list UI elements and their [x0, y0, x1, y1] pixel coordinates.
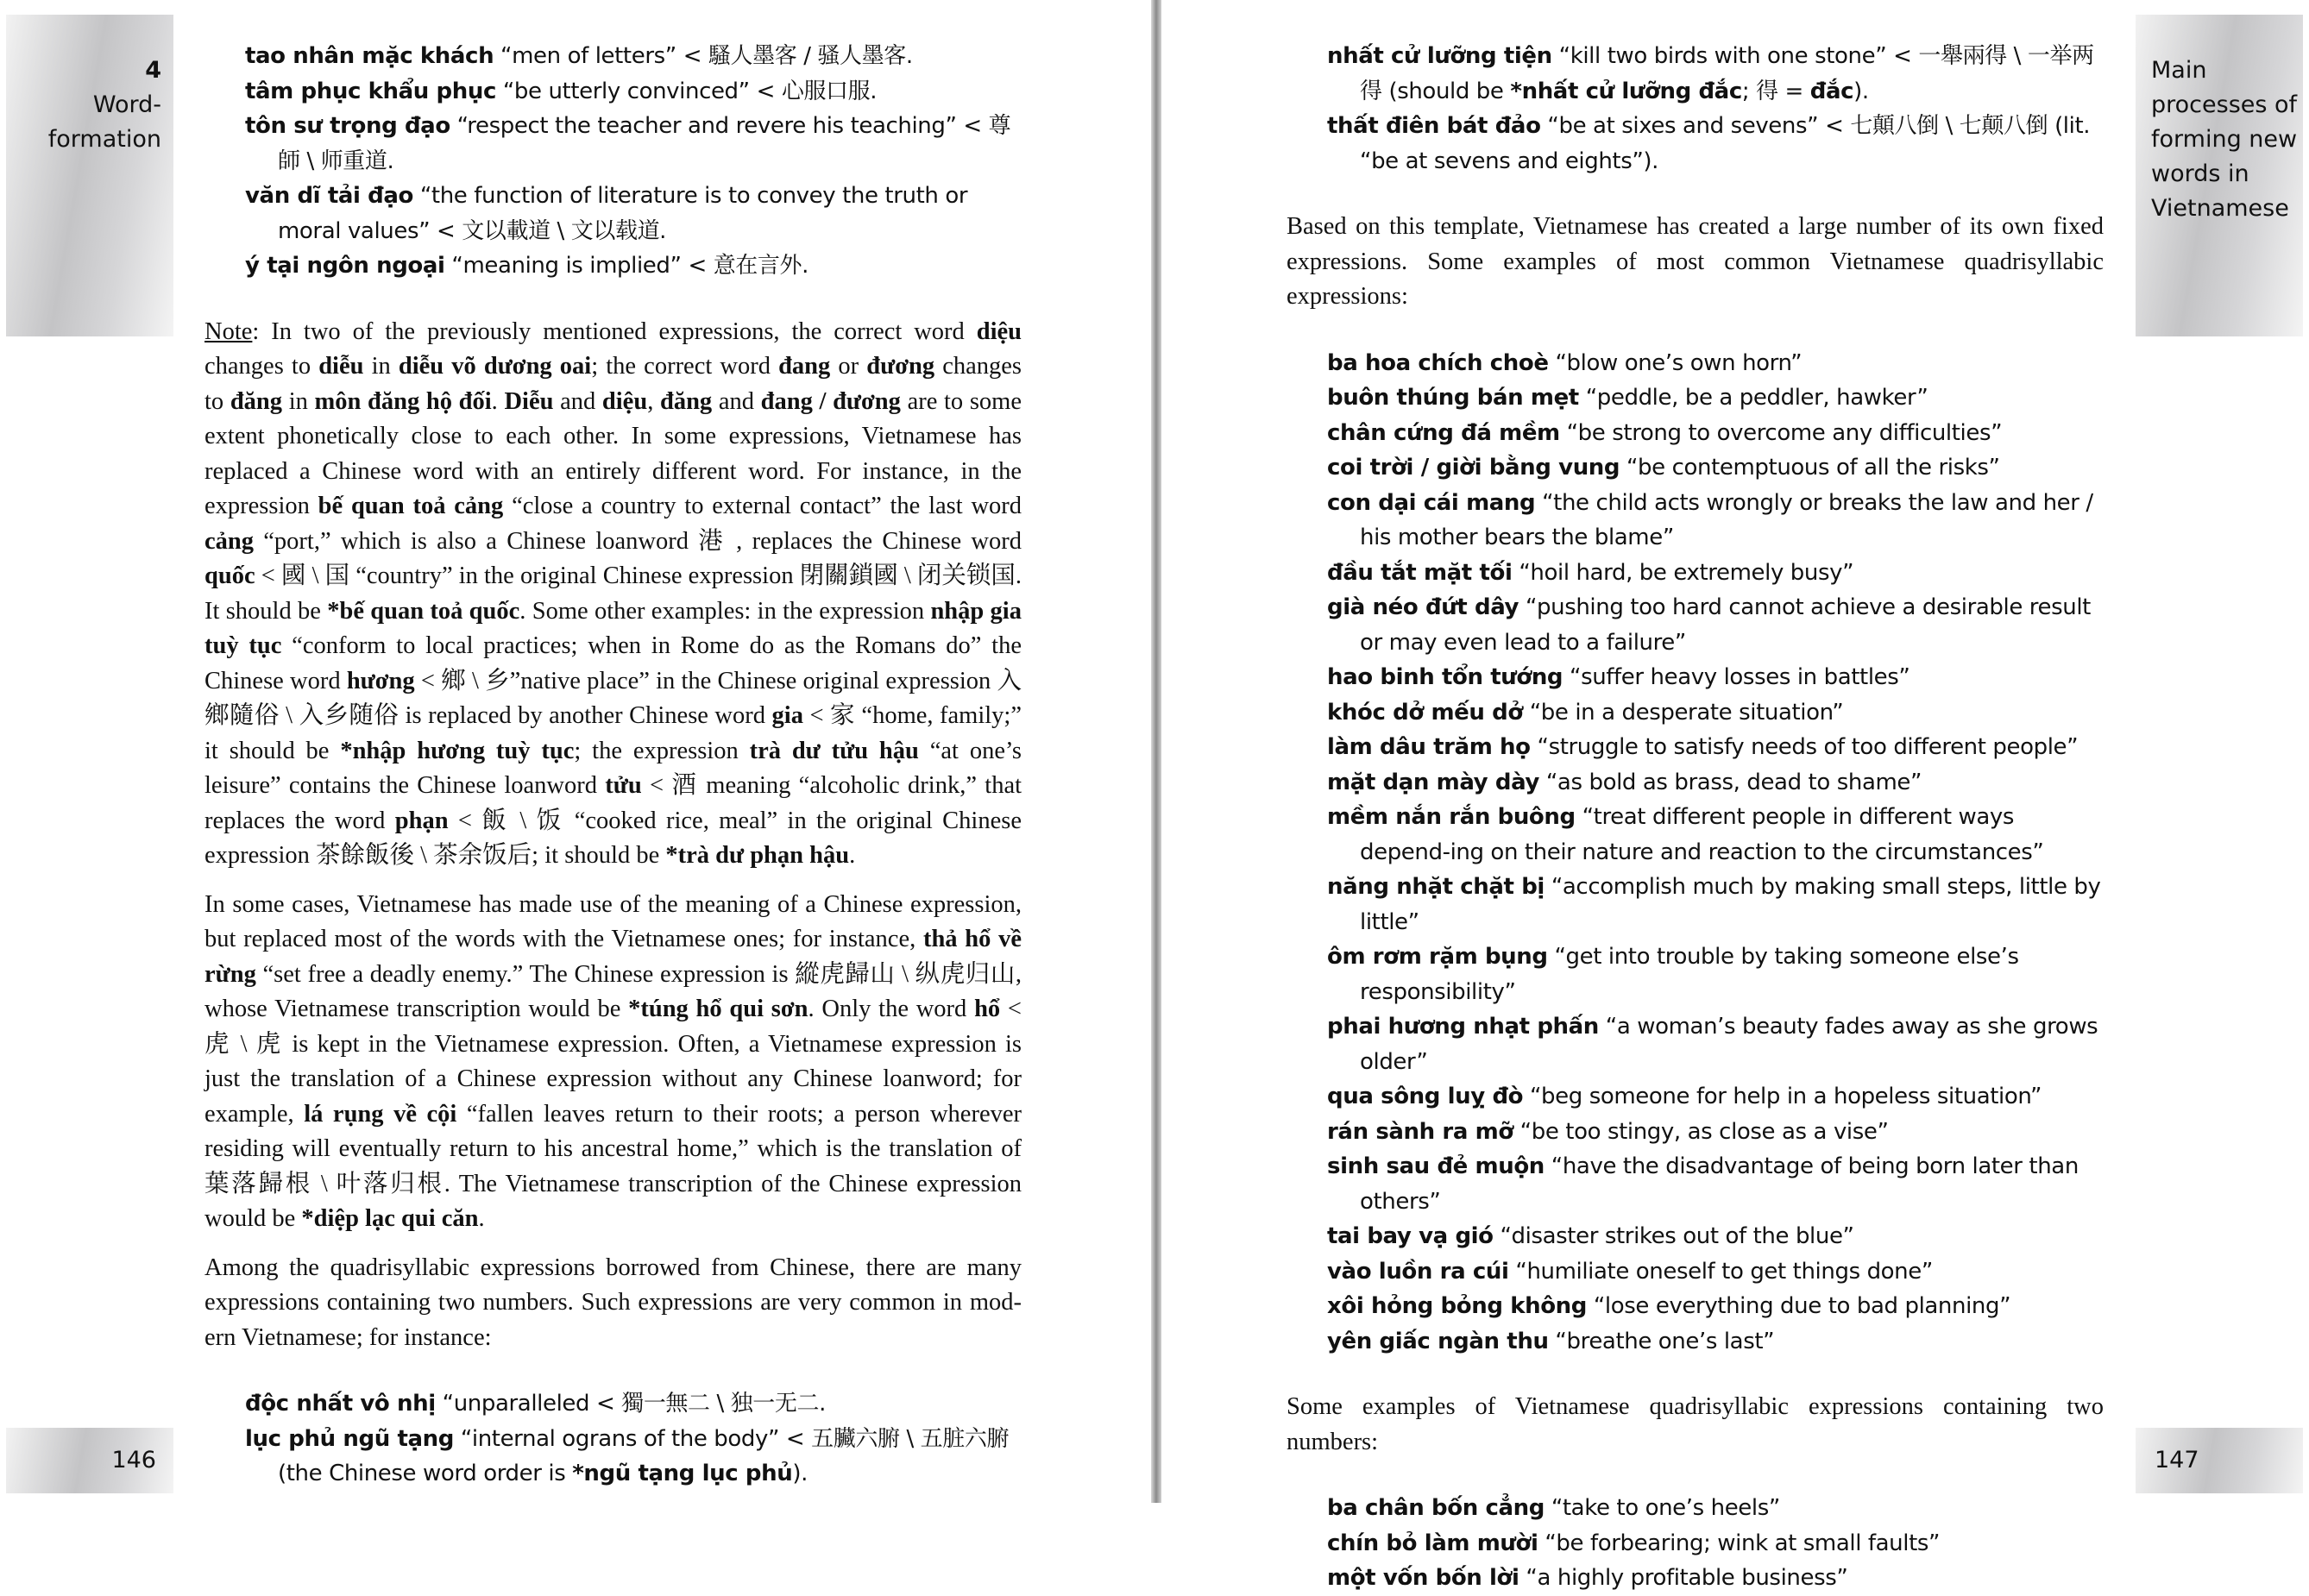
vietnamese-term: coi trời / giời bằng vung	[1327, 455, 1620, 481]
text-run: “suffer heavy losses in battles”	[1563, 664, 1910, 690]
vietnamese-term: thả hổ về rừng	[204, 926, 1022, 988]
body-paragraph	[204, 888, 1022, 1237]
page-number: 147	[2155, 1447, 2199, 1473]
vietnamese-term: vào luồn ra cúi	[1327, 1258, 1509, 1285]
vietnamese-term: lá rụng về cội	[304, 1100, 457, 1128]
vietnamese-term: văn dĩ tải đạo	[245, 183, 413, 209]
text-run: .	[849, 842, 856, 869]
vietnamese-term: hổ	[974, 996, 1001, 1022]
vietnamese-term: đang / đương	[760, 387, 901, 415]
page-gutter-divider	[1151, 0, 1161, 1503]
vietnamese-term: *ngũ tạng lục phủ	[572, 1461, 793, 1486]
vietnamese-term: năng nhặt chặt bị	[1327, 874, 1545, 900]
expression-entry	[1327, 730, 2104, 765]
vietnamese-term: cảng	[204, 527, 254, 555]
text-run: ).	[792, 1461, 808, 1486]
vietnamese-term: *bế quan toả quốc	[327, 597, 520, 625]
vietnamese-term: ôm rơm rặm bụng	[1327, 944, 1548, 970]
expression-list	[204, 1386, 1022, 1492]
vietnamese-term: *nhất cử lưỡng đắc	[1510, 78, 1742, 104]
expression-entry	[1327, 346, 2104, 381]
expression-entry	[1327, 1491, 2104, 1526]
vietnamese-term: phạn	[394, 807, 449, 834]
vietnamese-term: diễu	[318, 353, 364, 380]
vietnamese-term: đăng	[230, 387, 283, 415]
vietnamese-term: hương	[346, 667, 415, 694]
vietnamese-term: ba hoa chích choè	[1327, 349, 1549, 376]
expression-entry	[1327, 1289, 2104, 1324]
chapter-title-line: Word-	[92, 91, 161, 118]
vietnamese-term: lục phủ ngũ tạng	[245, 1425, 454, 1452]
text-run: .	[491, 387, 505, 415]
text-run: “the child acts wrongly or breaks the law and her / his mother bears the blame”	[1360, 489, 2093, 550]
text-run: .	[478, 1205, 485, 1232]
text-run: in	[282, 387, 315, 415]
expression-entry	[1327, 1324, 2104, 1360]
text-run: “struggle to satisfy needs of too different people”	[1530, 734, 2079, 760]
text-run: < 國 \ 国 “country” in the original Chinese expression 閉關鎖國 \ 闭关锁国. It should be	[204, 562, 1022, 625]
text-run: . Only the word	[808, 996, 975, 1022]
text-run: < 酒 meaning “alcoholic drink,” that replaces the word	[204, 772, 1022, 834]
text-run: In some cases, Vietnamese has made use of the meaning of a Chinese expression, but replaced most of the words with the Vietnamese ones; for instance,	[204, 890, 1022, 952]
text-run: “a woman’s beauty fades away as she grows older”	[1360, 1014, 2098, 1075]
expression-entry	[1327, 450, 2104, 486]
text-run: “be contemptuous of all the risks”	[1620, 455, 2000, 481]
vietnamese-term: qua sông luỵ đò	[1327, 1084, 1524, 1109]
vietnamese-term: con dại cái mang	[1327, 489, 1536, 516]
text-run: “kill two birds with one stone” < 一舉兩得 \ 一举两得 (should be	[1360, 43, 2094, 104]
text-run: “blow one’s own horn”	[1548, 349, 1803, 376]
expression-entry	[245, 248, 1022, 284]
vietnamese-term: yên giấc ngàn thu	[1327, 1328, 1549, 1354]
expression-entry	[1327, 1526, 2104, 1561]
vietnamese-term: khóc dở mếu dở	[1327, 699, 1523, 726]
expression-entry	[1327, 416, 2104, 451]
expression-entry	[1327, 39, 2104, 109]
section-side-tab	[2136, 15, 2303, 336]
text-run: “respect the teacher and revere his teaching” < 尊師 \ 师重道.	[278, 113, 1011, 174]
expression-entry	[1327, 1079, 2104, 1115]
text-run: “unparalleled < 獨一無二 \ 独一无二.	[435, 1391, 826, 1417]
expression-entry	[245, 1422, 1022, 1492]
vietnamese-term: ý tại ngôn ngoại	[245, 253, 445, 279]
vietnamese-term: chân cứng đá mềm	[1327, 419, 1560, 446]
expression-entry	[245, 74, 1022, 110]
text-run: “as bold as brass, dead to shame”	[1538, 769, 1922, 795]
text-run: “beg someone for help in a hopeless situation”	[1523, 1084, 2042, 1109]
text-run: “get into trouble by taking someone else’s responsibility”	[1360, 944, 2019, 1005]
expression-entry	[245, 179, 1022, 248]
text-run: “accomplish much by making small steps, little by little”	[1360, 874, 2101, 935]
expression-entry	[1327, 1149, 2104, 1219]
left-page	[0, 0, 1151, 1503]
text-run: “the function of literature is to convey the truth or moral values” < 文以載道 \ 文以载道.	[278, 183, 968, 244]
vietnamese-term: tao nhân mặc khách	[245, 43, 494, 69]
expression-entry	[245, 109, 1022, 179]
chapter-side-tab	[6, 15, 173, 336]
vietnamese-term: gia	[771, 702, 803, 729]
vietnamese-term: rán sành ra mỡ	[1327, 1118, 1513, 1145]
body-paragraph	[204, 315, 1022, 874]
text-run: “lose everything due to bad planning”	[1586, 1293, 2011, 1319]
page-number: 146	[111, 1447, 156, 1473]
text-run: “a highly profitable business”	[1519, 1565, 1848, 1591]
text-run: or	[830, 353, 867, 380]
vietnamese-term: tâm phục khẩu phục	[245, 78, 496, 104]
vietnamese-term: làm dâu trăm họ	[1327, 734, 1531, 760]
vietnamese-term: *nhập hương tuỳ tục	[340, 737, 575, 764]
vietnamese-term: tai bay vạ gió	[1327, 1223, 1494, 1249]
vietnamese-term: độc nhất vô nhị	[245, 1391, 436, 1417]
expression-entry	[1327, 939, 2104, 1009]
text-run: “close a country to external contact” the last word	[503, 493, 1022, 519]
expression-list	[204, 39, 1022, 284]
vietnamese-term: Diễu	[504, 387, 554, 415]
text-run: “hoil hard, be extremely busy”	[1512, 559, 1854, 586]
note-label: Note	[204, 317, 253, 345]
section-title-line: Vietnamese	[2151, 195, 2289, 222]
text-run: < 虎 \ 虎 is kept in the Vietnamese expression. Often, a Vietnamese expression is just the translation of a Chinese expression without any Chinese loanword; for example,	[204, 996, 1022, 1128]
vietnamese-term: ba chân bốn cẳng	[1327, 1495, 1545, 1521]
expression-entry	[1327, 380, 2104, 416]
right-text-column	[1287, 39, 2104, 1596]
text-run: “treat different people in different ways depend-ing on their nature and reaction to the circumstances”	[1360, 804, 2044, 865]
text-run: : In two of the previously mentioned expressions, the correct word	[252, 317, 977, 345]
expression-entry	[1327, 765, 2104, 801]
vietnamese-term: trà dư tửu hậu	[749, 737, 919, 764]
expression-entry	[1327, 1219, 2104, 1254]
vietnamese-term: nhất cử lưỡng tiện	[1327, 43, 1552, 69]
text-run: changes to	[204, 353, 1022, 415]
vietnamese-term: nhập gia tuỳ tục	[204, 597, 1022, 659]
vietnamese-term: sinh sau đẻ muộn	[1327, 1153, 1545, 1179]
text-run: “breathe one’s last”	[1548, 1328, 1775, 1354]
text-run: “be in a desperate situation”	[1522, 699, 1844, 726]
vietnamese-term: diệu	[601, 387, 648, 415]
body-paragraph	[204, 1251, 1022, 1356]
page-number-tab	[6, 1428, 173, 1493]
text-run: “peddle, be a peddler, hawker”	[1578, 385, 1928, 411]
expression-entry	[1327, 1115, 2104, 1150]
text-run: ; the correct word	[591, 353, 779, 380]
vietnamese-term: chín bỏ làm mười	[1327, 1530, 1538, 1556]
text-run: . Some other examples: in the expression	[519, 597, 931, 625]
text-run: “meaning is implied” < 意在言外.	[444, 253, 808, 279]
chapter-number: 4	[145, 57, 161, 84]
vietnamese-term: xôi hỏng bỏng không	[1327, 1293, 1587, 1319]
chapter-title-line: formation	[47, 126, 161, 153]
expression-entry	[1327, 800, 2104, 870]
text-run: “port,” which is also a Chinese loanword 港 , replaces the Chinese word	[254, 527, 1022, 555]
vietnamese-term: mặt dạn mày dày	[1327, 769, 1539, 795]
vietnamese-term: đăng	[659, 387, 713, 415]
vietnamese-term: hao binh tổn tướng	[1327, 664, 1563, 690]
section-title-line: forming new	[2151, 126, 2298, 153]
expression-entry	[1327, 1561, 2104, 1596]
expression-entry	[1327, 109, 2104, 179]
body-paragraph	[1287, 210, 2104, 315]
expression-entry	[1327, 870, 2104, 939]
vietnamese-term: *túng hổ qui sơn	[628, 996, 808, 1022]
expression-list	[1287, 346, 2104, 1360]
vietnamese-term: môn đăng hộ đối	[314, 387, 492, 415]
text-run: “be strong to overcome any difficulties”	[1559, 419, 2003, 446]
text-run: < 家 “home, family;” it should be	[204, 702, 1022, 764]
expression-entry	[245, 39, 1022, 74]
text-run: “humiliate oneself to get things done”	[1508, 1258, 1933, 1285]
vietnamese-term: *diệp lạc qui căn	[301, 1205, 479, 1232]
vietnamese-term: tửu	[605, 772, 642, 799]
page-number-tab	[2136, 1428, 2303, 1493]
text-run: “be forbearing; wink at small faults”	[1538, 1530, 1941, 1556]
vietnamese-term: già néo đứt dây	[1327, 594, 1519, 620]
section-title-line: processes of	[2151, 91, 2298, 118]
text-run: ; the expression	[574, 737, 750, 764]
vietnamese-term: phai hương nhạt phấn	[1327, 1014, 1599, 1040]
expression-entry	[1327, 695, 2104, 731]
vietnamese-term: diệu	[976, 317, 1022, 345]
section-title-line: Main	[2151, 57, 2207, 84]
expression-entry	[1327, 1009, 2104, 1079]
text-run: Some examples of Vietnamese quadrisyllabic expressions containing two numbers:	[1287, 1393, 2104, 1455]
expression-entry	[1327, 590, 2104, 660]
vietnamese-term: bế quan toả cảng	[318, 493, 504, 519]
text-run: “be utterly convinced” < 心服口服.	[495, 78, 878, 104]
text-run: ,	[647, 387, 660, 415]
text-run: “conform to local practices; when in Rome do as the Romans do” the Chinese word	[204, 632, 1022, 694]
vietnamese-term: đương	[866, 353, 935, 380]
vietnamese-term: đang	[778, 353, 831, 380]
expression-entry	[245, 1386, 1022, 1422]
text-run: ).	[1853, 78, 1869, 104]
vietnamese-term: buôn thúng bán mẹt	[1327, 385, 1579, 411]
vietnamese-term: thất điên bát đảo	[1327, 113, 1541, 139]
vietnamese-term: tôn sư trọng đạo	[245, 113, 450, 139]
text-run: “disaster strikes out of the blue”	[1493, 1223, 1854, 1249]
text-run: “have the disadvantage of being born later than others”	[1360, 1153, 2079, 1215]
text-run: “internal ograns of the body” < 五臟六腑 \ 五脏六腑 (the Chinese word order is	[278, 1425, 1010, 1486]
expression-list	[1287, 39, 2104, 179]
text-run: and	[712, 387, 761, 415]
expression-entry	[1327, 486, 2104, 556]
text-run: “pushing too hard cannot achieve a desirable result or may even lead to a failure”	[1360, 594, 2091, 656]
text-run: “be too stingy, as close as a vise”	[1513, 1118, 1889, 1145]
expression-entry	[1327, 660, 2104, 695]
vietnamese-term: một vốn bốn lời	[1327, 1565, 1519, 1591]
body-paragraph	[1287, 1390, 2104, 1460]
text-run: “take to one’s heels”	[1544, 1495, 1780, 1521]
text-run: < 鄉 \ 乡”native place” in the Chinese original expression 入鄉隨俗 \ 入乡随俗 is replaced by another Chinese word	[204, 667, 1022, 729]
expression-list	[1287, 1491, 2104, 1596]
vietnamese-term: diễu võ dương oai	[398, 353, 592, 380]
text-run: “set free a deadly enemy.” The Chinese expression is 縱虎歸山 \ 纵虎归山, whose Vietnamese transcription would be	[204, 960, 1022, 1022]
expression-entry	[1327, 1254, 2104, 1290]
vietnamese-term: *trà dư phạn hậu	[665, 842, 850, 869]
left-text-column	[204, 39, 1022, 1492]
text-run: “men of letters” < 騷人墨客 / 骚人墨客.	[494, 43, 913, 69]
text-run: “be at sixes and sevens” < 七顛八倒 \ 七颠八倒 (lit. “be at sevens and eights”).	[1360, 113, 2091, 174]
text-run: ; 得 =	[1741, 78, 1810, 104]
vietnamese-term: mềm nắn rắn buông	[1327, 804, 1576, 830]
text-run: “fallen leaves return to their roots; a person wherever residing will eventually return to his ancestral home,” which is the translation of 葉落歸根 \ 叶落归根. The Vietnamese transcription of the Chinese expression would be	[204, 1100, 1022, 1232]
text-run: changes to	[204, 353, 319, 380]
vietnamese-term: đầu tắt mặt tối	[1327, 559, 1513, 586]
vietnamese-term: đắc	[1809, 78, 1854, 104]
text-run: in	[363, 353, 399, 380]
text-run: “at one’s leisure” contains the Chinese loanword	[204, 737, 1022, 799]
text-run: and	[553, 387, 602, 415]
text-run: are to some extent phonetically close to each other. In some expressions, Vietnamese has replaced a Chinese word with an entirely different word. For instance, in the expression	[204, 387, 1022, 519]
section-title-line: words in	[2151, 160, 2249, 187]
text-run: Based on this template, Vietnamese has created a large number of its own fixed expressions. Some examples of most common Vietnamese quadrisyllabic expressions:	[1287, 213, 2104, 310]
expression-entry	[1327, 556, 2104, 591]
vietnamese-term: quốc	[204, 562, 255, 589]
text-run: Among the quadrisyllabic expressions borrowed from Chinese, there are many expressions containing two numbers. Such expressions are very common in mod-ern Vietnamese; for instance:	[204, 1254, 1022, 1351]
text-run: < 飯 \ 饭 “cooked rice, meal” in the original Chinese expression 茶餘飯後 \ 茶余饭后; it should be	[204, 807, 1022, 869]
